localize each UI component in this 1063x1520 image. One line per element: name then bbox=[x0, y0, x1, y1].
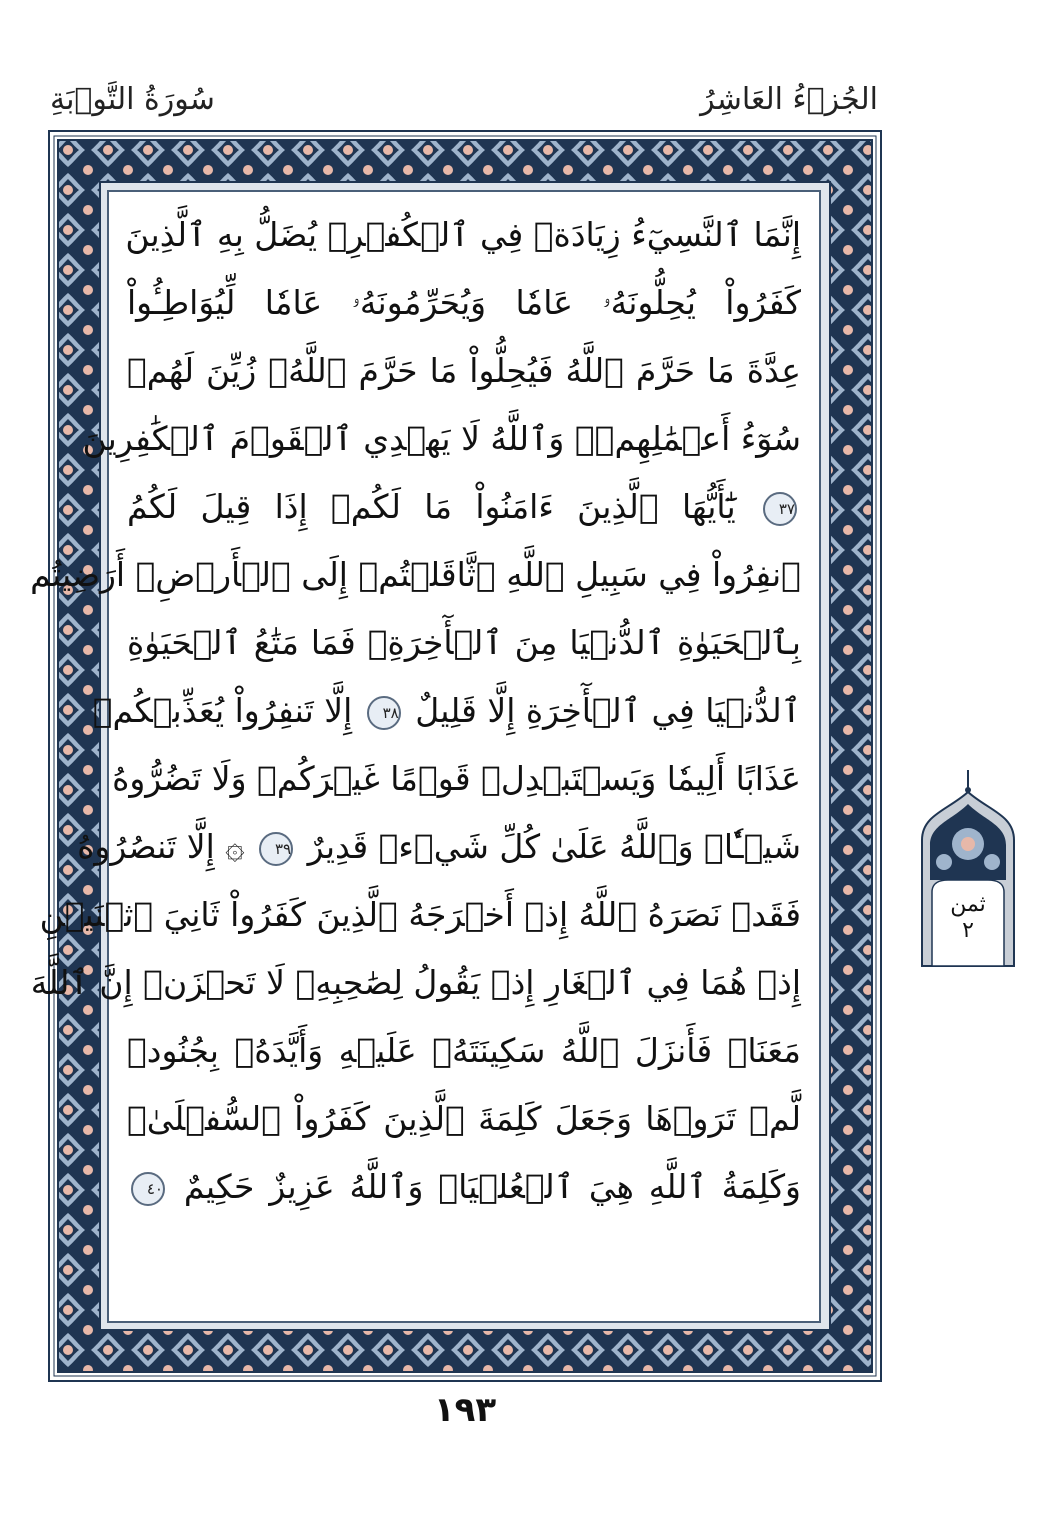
page-number: ١٩٣ bbox=[433, 1390, 497, 1430]
verse-text: عَذَابًا أَلِيمٗا وَيَسۡتَبۡدِلۡ قَوۡمًا غَيۡرَكُمۡ وَلَا تَضُرُّوهُ bbox=[112, 759, 801, 798]
ayah-marker-38: ٣٨ bbox=[367, 696, 401, 730]
verse-line-6 bbox=[30, 540, 801, 610]
verse-line-12 bbox=[30, 948, 801, 1018]
verse-text: إِنَّمَا ٱلنَّسِيٓءُ زِيَادَةٞ فِي ٱلۡكُفۡرِۖ يُضَلُّ بِهِ ٱلَّذِينَ bbox=[125, 215, 801, 254]
verse-text: ٱنفِرُواْ فِي سَبِيلِ ٱللَّهِ ٱثَّاقَلۡتُمۡ إِلَى ٱلۡأَرۡضِۚ أَرَضِيتُم bbox=[30, 555, 801, 594]
verse-text: لَّمۡ تَرَوۡهَا وَجَعَلَ كَلِمَةَ ٱلَّذِينَ كَفَرُواْ ٱلسُّفۡلَىٰۗ bbox=[127, 1099, 801, 1138]
verse-text: إِذۡ هُمَا فِي ٱلۡغَارِ إِذۡ يَقُولُ لِصَٰحِبِهِۦ لَا تَحۡزَنۡ إِنَّ ٱللَّهَ bbox=[30, 963, 801, 1002]
verse-text: فَقَدۡ نَصَرَهُ ٱللَّهُ إِذۡ أَخۡرَجَهُ ٱلَّذِينَ كَفَرُواْ ثَانِيَ ٱثۡنَيۡنِ bbox=[39, 895, 801, 934]
thumn-label bbox=[918, 892, 1018, 944]
verse-text: كَفَرُواْ يُحِلُّونَهُۥ عَامٗا وَيُحَرِّمُونَهُۥ عَامٗا لِّيُوَاطِـُٔواْ bbox=[127, 283, 801, 322]
verse-line-1 bbox=[127, 200, 801, 270]
verse-line-4 bbox=[82, 404, 801, 474]
ayah-marker-40: ٤٠ bbox=[131, 1172, 165, 1206]
verse-text: ٱلدُّنۡيَا فِي ٱلۡأٓخِرَةِ إِلَّا قَلِيلٌ bbox=[415, 691, 801, 730]
verse-line-8 bbox=[92, 676, 801, 746]
verse-line-3 bbox=[127, 336, 801, 406]
verse-text: يَٰٓأَيُّهَا ٱلَّذِينَ ءَامَنُواْ مَا لَكُمۡ إِذَا قِيلَ لَكُمُ bbox=[127, 487, 736, 526]
verse-line-5 bbox=[127, 472, 801, 542]
hizb-star: ۞ bbox=[225, 827, 245, 866]
verse-line-11 bbox=[39, 880, 801, 950]
verse-line-7 bbox=[127, 608, 801, 678]
verse-line-13 bbox=[127, 1016, 801, 1086]
verse-line-2 bbox=[127, 268, 801, 338]
verse-line-14 bbox=[127, 1084, 801, 1154]
verse-line-15 bbox=[127, 1152, 801, 1222]
ayah-marker-37: ٣٧ bbox=[763, 492, 797, 526]
verse-text: إِلَّا تَنفِرُواْ يُعَذِّبۡكُمۡ bbox=[92, 691, 353, 730]
verse-line-10 bbox=[77, 812, 801, 882]
verse-text: بِٱلۡحَيَوٰةِ ٱلدُّنۡيَا مِنَ ٱلۡأٓخِرَةِۚ فَمَا مَتَٰعُ ٱلۡحَيَوٰةِ bbox=[127, 623, 801, 662]
juz-name: الجُزۡءُ العَاشِرُ bbox=[700, 82, 878, 117]
surah-name: سُورَةُ التَّوۡبَةِ bbox=[50, 82, 215, 117]
verse-text: عِدَّةَ مَا حَرَّمَ ٱللَّهُ فَيُحِلُّواْ مَا حَرَّمَ ٱللَّهُۚ زُيِّنَ لَهُمۡ bbox=[127, 351, 801, 390]
verse-text: شَيۡـٔٗاۗ وَٱللَّهُ عَلَىٰ كُلِّ شَيۡءٖ قَدِيرٌ bbox=[307, 827, 801, 866]
verse-text: وَكَلِمَةُ ٱللَّهِ هِيَ ٱلۡعُلۡيَاۗ وَٱللَّهُ عَزِيزٌ حَكِيمٌ bbox=[183, 1167, 801, 1206]
verse-text: مَعَنَاۖ فَأَنزَلَ ٱللَّهُ سَكِينَتَهُۥ عَلَيۡهِ وَأَيَّدَهُۥ بِجُنُودٖ bbox=[127, 1031, 801, 1070]
verse-text: إِلَّا تَنصُرُوهُ bbox=[77, 827, 215, 866]
thumn-word: ثمن bbox=[950, 892, 986, 917]
verse-line-9 bbox=[112, 744, 801, 814]
thumn-number: ٢ bbox=[962, 918, 974, 943]
verse-text: سُوٓءُ أَعۡمَٰلِهِمۡۗ وَٱللَّهُ لَا يَهۡدِي ٱلۡقَوۡمَ ٱلۡكَٰفِرِينَ bbox=[82, 419, 801, 458]
ayah-marker-39: ٣٩ bbox=[259, 832, 293, 866]
